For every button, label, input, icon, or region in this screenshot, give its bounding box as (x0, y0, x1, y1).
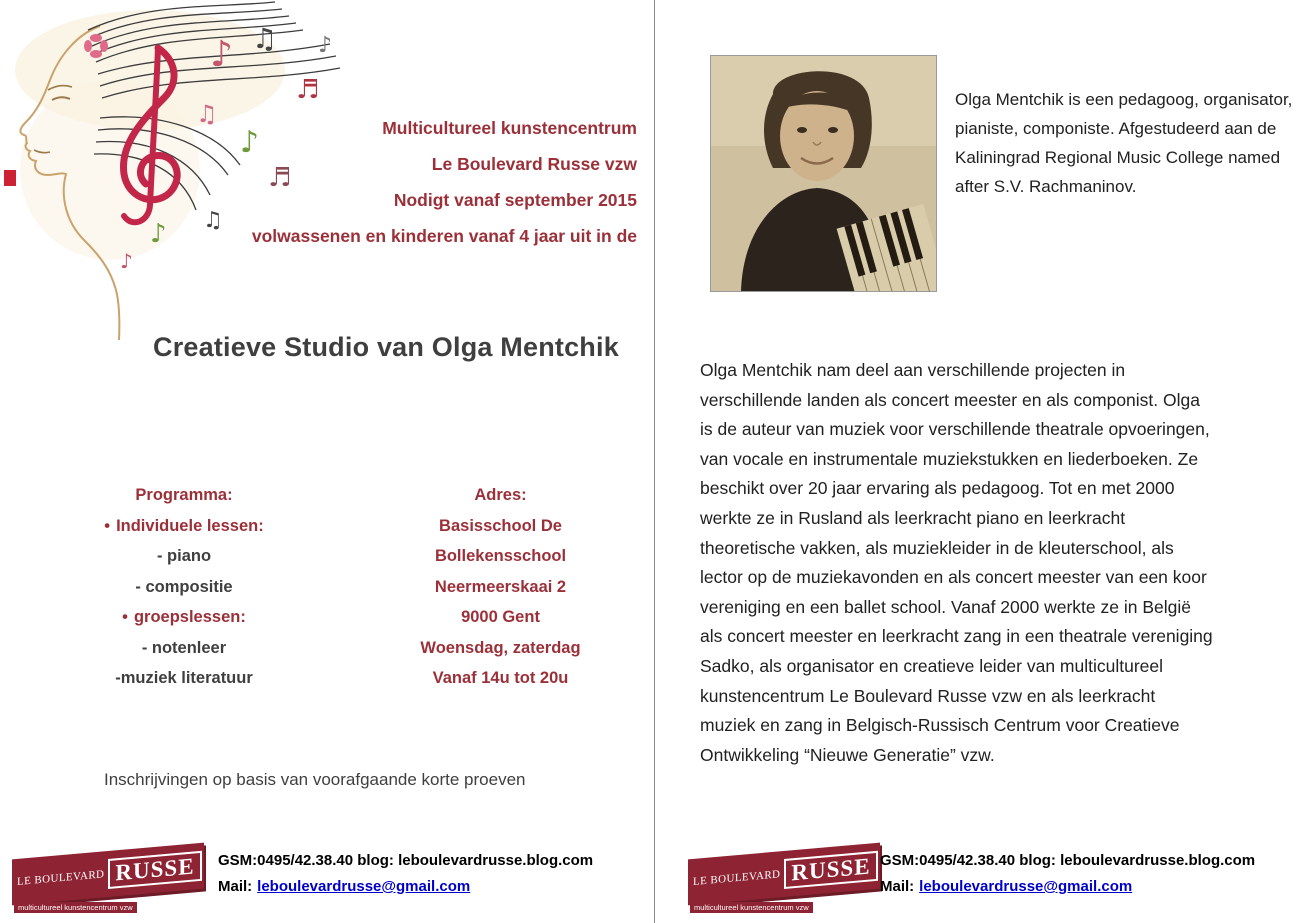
logo-subtitle: multicultureel kunstencentrum vzw (690, 902, 813, 913)
bio-long-text: Olga Mentchik nam deel aan verschillende projecten in verschillende landen als concert meester en als componist. Olga is de auteur van muziek voor verschillende theatrale opvoeringen, van vocale en instrumentale muziekstukken en liederboeken. Ze beschikt over 20 jaar ervaring als pedagoog. Tot en met 2000 werkte ze in Rusland als leerkracht piano en leerkracht theoretische vakken, als muziekleider in de kleuterschool, als lector op de muziekavonden en als concert meester van een koor vereniging en een ballet school. Vanaf 2000 werkte ze in België als concert meester en leerkracht zang in een theatrale vereniging Sadko, als organisator en creatieve leider van multicultureel kunstencentrum Le Boulevard Russe vzw en als leerkracht muziek en zang in Belgisch-Russisch Centrum voor Creatieve Ontwikkeling “Nieuwe Generatie” vzw. (700, 360, 1213, 765)
contact-gsm-blog: GSM:0495/42.38.40 blog: leboulevardrusse.blog.com (218, 852, 594, 869)
adres-line: 9000 Gent (461, 608, 540, 626)
programma-item: - notenleer (141, 638, 227, 657)
programma-item: • groepslessen: (122, 608, 246, 626)
svg-text:♪: ♪ (210, 34, 233, 75)
registration-note: Inschrijvingen op basis van voorafgaande korte proeven (104, 770, 526, 789)
mail-label: Mail: (880, 878, 915, 895)
invitation-intro (157, 110, 637, 254)
programma-heading: Programma: (135, 486, 233, 504)
svg-text:♪: ♪ (150, 219, 167, 249)
red-accent-rect (4, 170, 16, 186)
svg-text:♫: ♫ (203, 208, 223, 233)
intro-line: volwassenen en kinderen vanaf 4 jaar uit in de (251, 226, 637, 246)
adres-line: Vanaf 14u tot 20u (432, 669, 569, 687)
adres-line: Basisschool De Bollekensschool (434, 516, 567, 565)
bullet-icon: • (104, 516, 111, 535)
contact-mail-line (880, 874, 1255, 900)
bullet-icon: • (122, 608, 128, 626)
programma-item: - piano (156, 547, 212, 565)
adres-section (378, 480, 623, 694)
logo-text-russe: RUSSE (108, 851, 201, 889)
svg-text:♪: ♪ (120, 249, 133, 273)
le-boulevard-russe-logo (10, 845, 210, 920)
le-boulevard-russe-logo (686, 845, 886, 920)
logo-text-russe: RUSSE (784, 851, 877, 889)
contact-info (880, 848, 1255, 900)
page-title: Creatieve Studio van Olga Mentchik (153, 332, 619, 362)
olga-mentchik-photo (710, 55, 937, 292)
intro-line: Nodigt vanaf september 2015 (393, 190, 637, 210)
svg-text:♬: ♬ (268, 163, 292, 193)
contact-gsm-blog: GSM:0495/42.38.40 blog: leboulevardrusse.blog.com (880, 852, 1256, 869)
programma-item: - compositie (135, 577, 233, 596)
logo-banner (12, 843, 204, 906)
bio-short-text: Olga Mentchik is een pedagoog, organisator, pianiste, componiste. Afgestudeerd aan de Kaliningrad Regional Music College named after S.V. Rachmaninov. (955, 90, 1293, 196)
adres-line: Woensdag, zaterdag (420, 638, 581, 657)
page-divider (654, 0, 655, 923)
intro-line: Le Boulevard Russe vzw (431, 154, 637, 174)
intro-line: Multicultureel kunstencentrum (382, 118, 637, 138)
programma-item: • Individuele lessen: (104, 516, 264, 535)
adres-line: Neermeerskaai 2 (434, 577, 567, 596)
logo-banner (688, 843, 880, 906)
svg-text:♪: ♪ (240, 125, 260, 160)
logo-subtitle: multicultureel kunstencentrum vzw (14, 902, 137, 913)
svg-text:♫: ♫ (252, 22, 278, 55)
programma-item: -muziek literatuur (115, 669, 253, 687)
svg-text:♫: ♫ (196, 100, 218, 128)
mail-link[interactable]: leboulevardrusse@gmail.com (919, 878, 1133, 895)
adres-heading: Adres: (474, 486, 527, 504)
logo-text-le-boulevard: LE BOULEVARD (693, 868, 781, 888)
contact-mail-line (218, 874, 593, 900)
svg-text:♬: ♬ (296, 75, 320, 105)
logo-text-le-boulevard: LE BOULEVARD (17, 868, 105, 888)
programma-section (59, 480, 309, 694)
mail-link[interactable]: leboulevardrusse@gmail.com (257, 878, 471, 895)
contact-info (218, 848, 593, 900)
mail-label: Mail: (218, 878, 253, 895)
svg-text:♪: ♪ (318, 33, 333, 58)
